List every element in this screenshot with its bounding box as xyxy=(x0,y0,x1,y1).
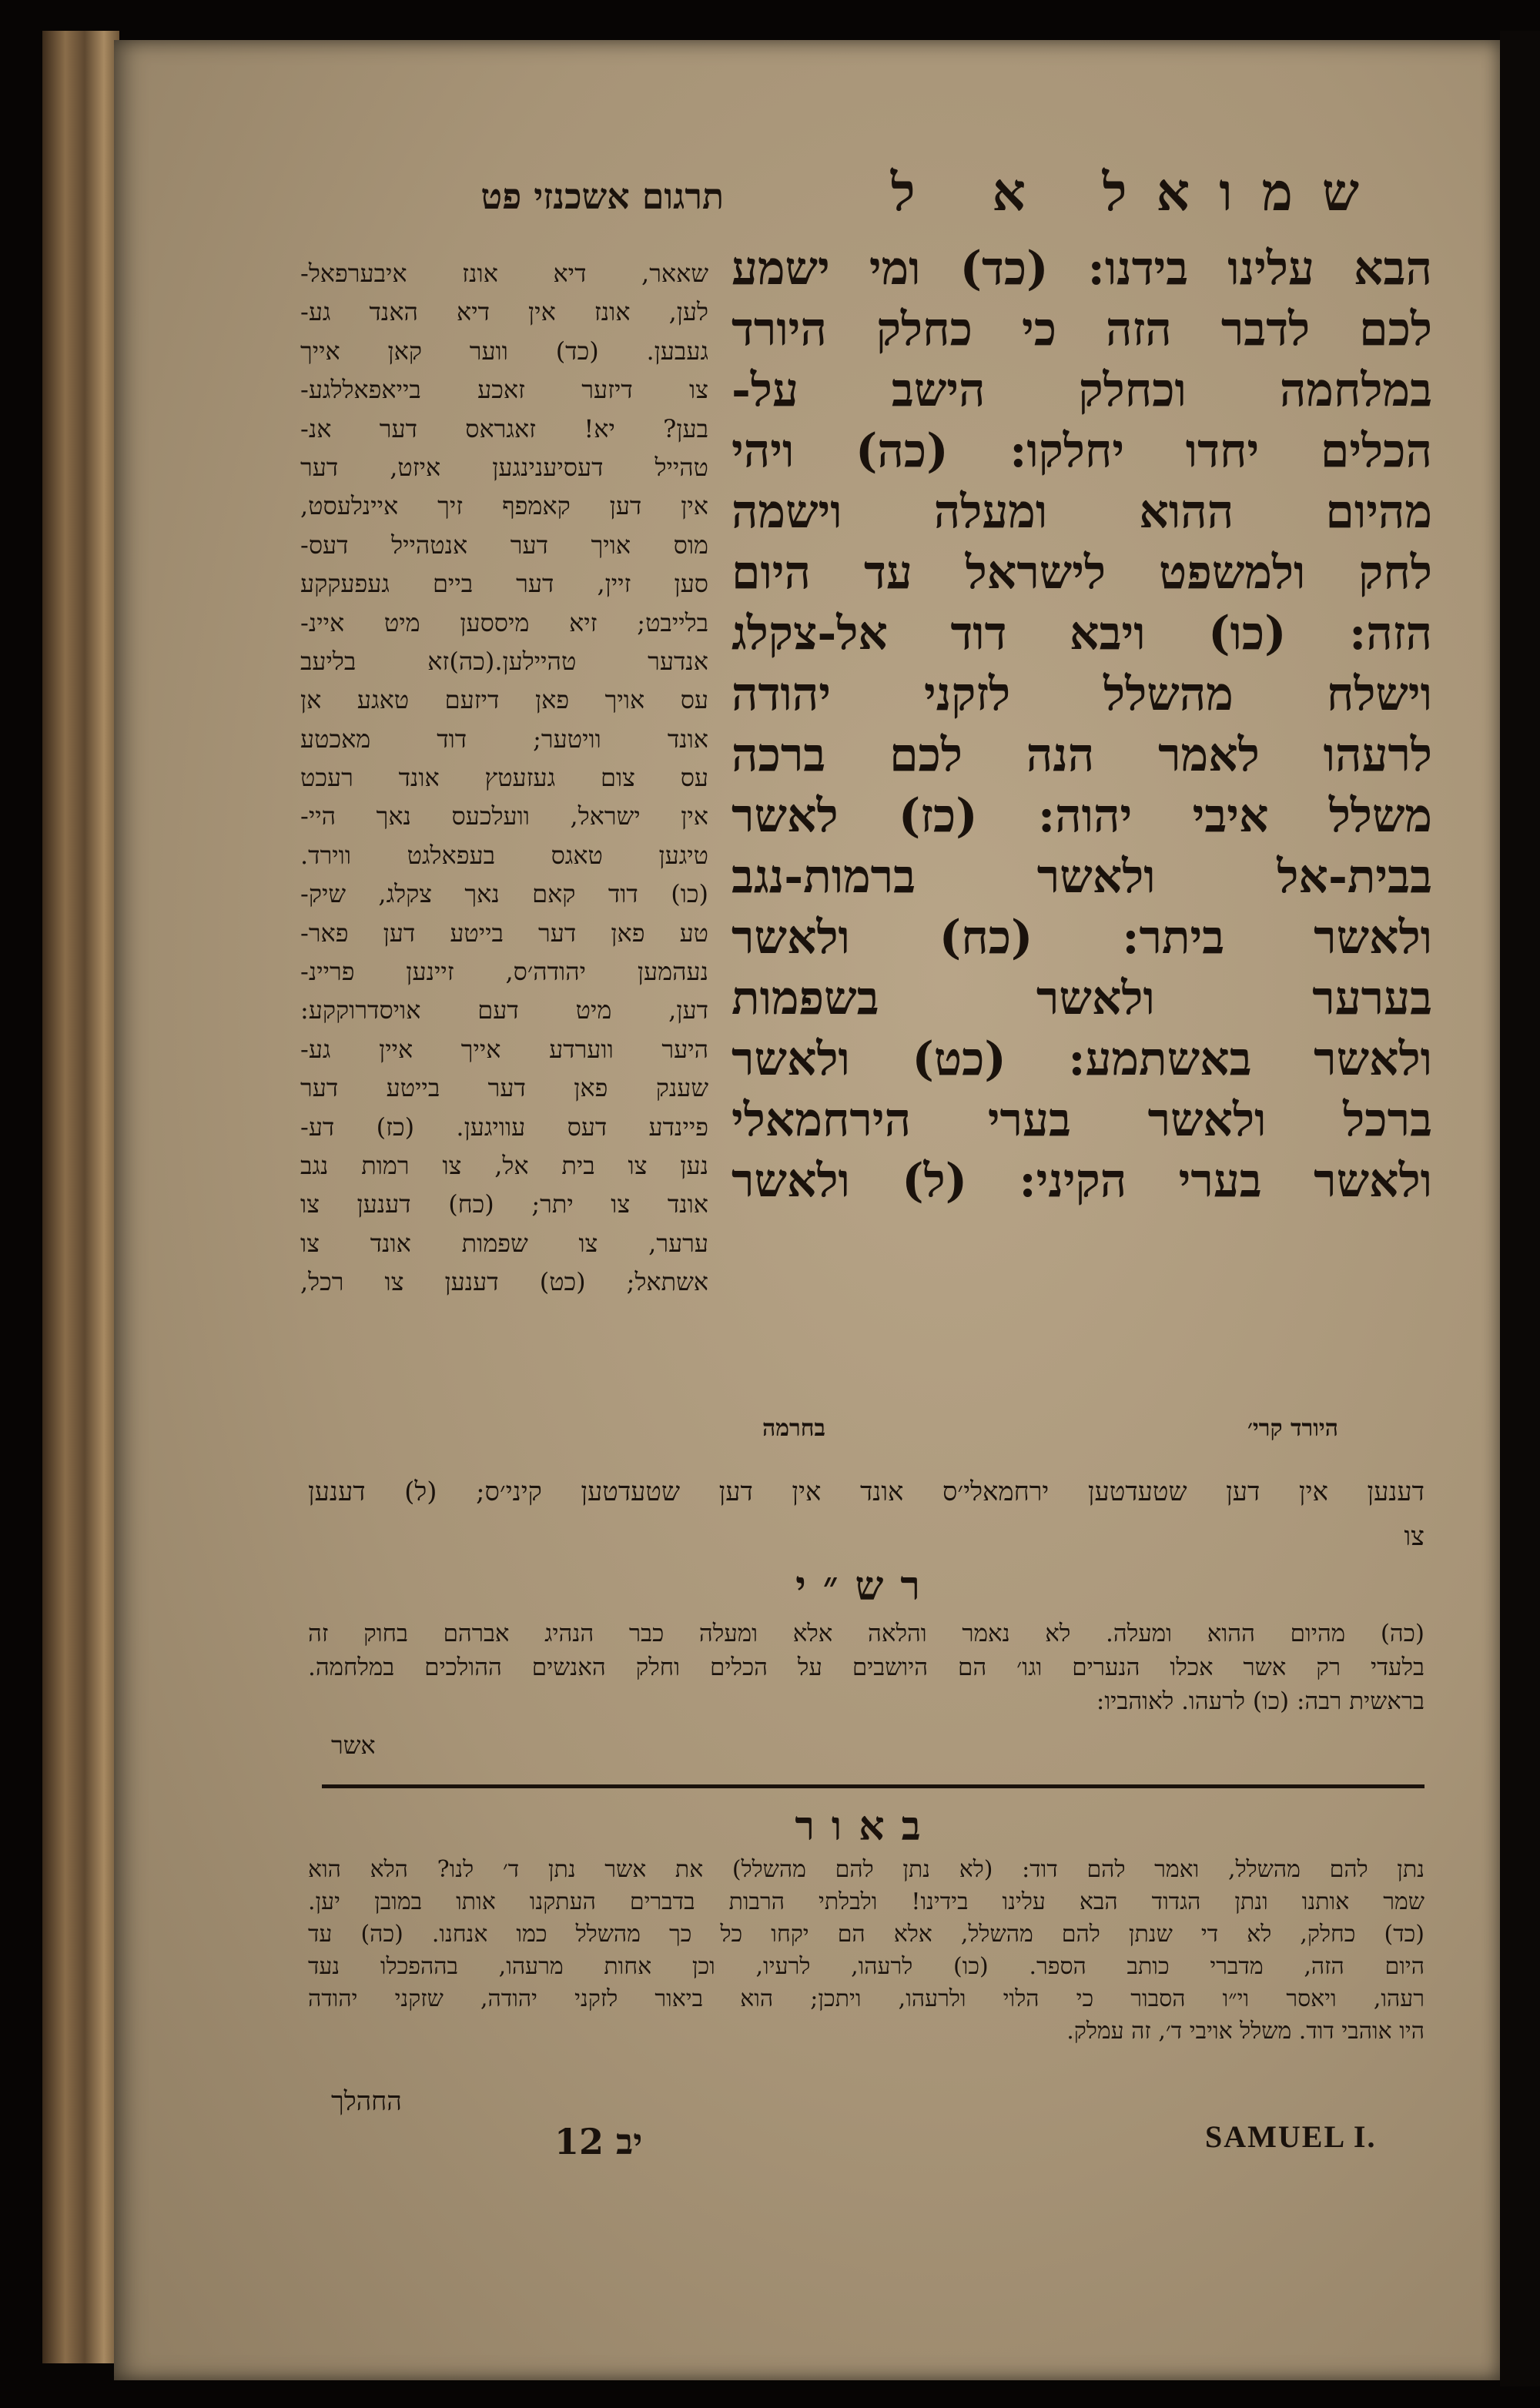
hebrew-line: ברכל ולאשר בערי הירחמאלי xyxy=(732,1093,1432,1147)
translation-line: בלייבט; זיא מיססען מיט איינ- xyxy=(300,607,708,637)
translation-line: עס אויך פאן דיזעם טאגע אן xyxy=(300,685,708,715)
biur-line: שמר אותנו ונתן הגדוד הבא עלינו בידינו! ולבלתי הרבות בדברים העתקנו אותו במובן יען. xyxy=(308,1888,1424,1915)
hebrew-line: וישלח מהשלל לזקני יהודה xyxy=(732,667,1432,721)
translation-continuation: צו xyxy=(1404,1521,1424,1552)
translation-line: אנדער טהיילען.(כה)זא בליעב xyxy=(300,646,708,676)
translation-line: נעהמען יהודה׳ס, זיינען פריינ- xyxy=(300,957,708,987)
biur-title: באור xyxy=(795,1803,938,1850)
rashi-line: בראשית רבה: (כו) לרעהו. לאוהביו: xyxy=(1096,1687,1424,1715)
hebrew-line: ולאשר ביתר: (כח) ולאשר xyxy=(732,911,1432,965)
translation-line: דען, מיט דעם אויסדרוקקע: xyxy=(300,995,708,1025)
translation-line: שאאר, דיא אונז איבערפאל- xyxy=(300,259,708,288)
hebrew-line: ולאשר באשתמע: (כט) ולאשר xyxy=(732,1032,1432,1086)
translation-line: טיגען טאגס בעפאלגט ווירד. xyxy=(300,840,708,870)
translation-line: ערער, צו שפמות אונד צו xyxy=(300,1228,708,1258)
hebrew-line: הכלים יחדו יחלקו: (כה) ויהי xyxy=(732,424,1432,478)
translation-line: טהייל דעסיענינגען איזט, דער xyxy=(300,452,708,482)
hebrew-line: לכם לדבר הזה כי כחלק היורד xyxy=(732,303,1432,356)
translation-line: אין ישראל, וועלכעס נאך היי- xyxy=(300,801,708,831)
translation-title-header: תרגום אשכנזי פט xyxy=(480,176,724,217)
rashi-catchword: אשר xyxy=(331,1731,376,1760)
translation-line: מוס אויך דער אנטהייל דעס- xyxy=(300,530,708,560)
hebrew-text-column xyxy=(732,239,1432,1212)
rashi-commentary xyxy=(308,1617,1424,1718)
hebrew-line: לחק ולמשפט לישראל עד היום xyxy=(732,546,1432,600)
biur-line: נתן להם מהשלל, ואמר להם דוד: (לא נתן להם מהשלל) את אשר נתן ד׳ לנו? הלא הוא xyxy=(308,1856,1424,1883)
hebrew-line: בבית-אל ולאשר ברמות-נגב xyxy=(732,850,1432,904)
rashi-title: רש״י xyxy=(795,1563,937,1610)
hebrew-line: הבא עלינו בידנו: (כד) ומי ישמע xyxy=(732,242,1432,296)
hebrew-line: בערער ולאשר בשפמות xyxy=(732,972,1432,1025)
translation-line: אונד וויטער; דוד מאכטע xyxy=(300,724,708,754)
translation-line: אשתאל; (כט) דענען צו רכל, xyxy=(300,1267,708,1297)
scan-margin-right xyxy=(1500,31,1540,2386)
translation-line: סען זיין, דער ביים געפעקקע xyxy=(300,569,708,599)
book-title-header: שמואל א ל xyxy=(890,162,1389,223)
page-number: 12 יב xyxy=(554,2121,643,2162)
hebrew-line: משלל איבי יהוה: (כז) לאשר xyxy=(732,789,1432,843)
translation-line: שענק פאן דער בייטע דער xyxy=(300,1073,708,1103)
translation-continuation: דענען אין דען שטעדטען ירחמאלי׳ס אונד אין דען שטעדטען קיני׳ס; (ל) דענען xyxy=(308,1477,1424,1507)
footer-catchword: החהלך xyxy=(331,2086,402,2117)
translation-line: אונד צו יתר; (כח) דענען צו xyxy=(300,1189,708,1219)
rashi-line: בלעדי רק אשר אכלו הנערים וגו׳ הם היושבים על הכלים וחלק האנשים ההולכים במלחמה. xyxy=(308,1654,1424,1681)
section-divider xyxy=(322,1784,1424,1788)
translation-line: טע פאן דער בייטע דען פאר- xyxy=(300,918,708,948)
translation-line: נען צו בית אל, צו רמות נגב xyxy=(300,1150,708,1180)
book-page-edges xyxy=(42,31,119,2363)
translation-line: עס צום געזעטץ אונד רעכט xyxy=(300,763,708,793)
translation-line: היער ווערדע אייך איין גע- xyxy=(300,1034,708,1064)
qere-note: היורד קרי׳ xyxy=(1247,1415,1338,1442)
translation-line: געבען. (כד) ווער קאן אייך xyxy=(300,336,708,366)
biur-line: רעהו, ויאסר וי״ו הסבור כי הלוי ולרעהו, ויתכן; הוא ביאור לזקני יהודה, שזקני יהודה xyxy=(308,1985,1424,2012)
translation-line: (כו) דוד קאם נאך צקלג, שיק- xyxy=(300,879,708,909)
biur-line: (כד) כחלק, לא די שנתן להם מהשלל, אלא הם יקחו כל כך מהשלל כמו אנחנו. (כה) עד xyxy=(308,1921,1424,1948)
translation-line: אין דען קאמפף זיך איינלעסט, xyxy=(300,491,708,521)
signature-mark: SAMUEL I. xyxy=(1205,2119,1377,2154)
rashi-line: (כה) מהיום ההוא ומעלה. לא נאמר והלאה אלא ומעלה כבר הנהיג אברהם בחוק זה xyxy=(308,1620,1424,1647)
hebrew-line: לרעהו לאמר הנה לכם ברכה xyxy=(732,728,1432,782)
translation-line: בען? יא! זאגראס דער אנ- xyxy=(300,413,708,443)
biur-commentary xyxy=(308,1854,1424,2048)
qere-note: בחרמה xyxy=(762,1415,825,1442)
hebrew-line: במלחמה וכחלק הישב על- xyxy=(732,363,1432,417)
translation-line: צו דיזער זאכע בייאפאללגע- xyxy=(300,375,708,405)
hebrew-line: מהיום ההוא ומעלה וישמה xyxy=(732,485,1432,539)
biur-line: היו אוהבי דוד. משלל אויבי ד׳, זה עמלק. xyxy=(1066,2018,1424,2045)
translation-line: לען, אונז אין דיא האנד גע- xyxy=(300,297,708,327)
hebrew-line: הזה: (כו) ויבא דוד אל-צקלג xyxy=(732,607,1432,661)
hebrew-line: ולאשר בערי הקיני: (ל) ולאשר xyxy=(732,1154,1432,1208)
translation-column xyxy=(300,254,708,1302)
translation-line: פיינדע דעס עוויגען. (כז) דע- xyxy=(300,1112,708,1142)
biur-line: היום הזה, מדברי כותב הספר. (כו) לרעהו, לרעיו, וכן אחות מרעהו, בההפכלו נעד xyxy=(308,1953,1424,1980)
